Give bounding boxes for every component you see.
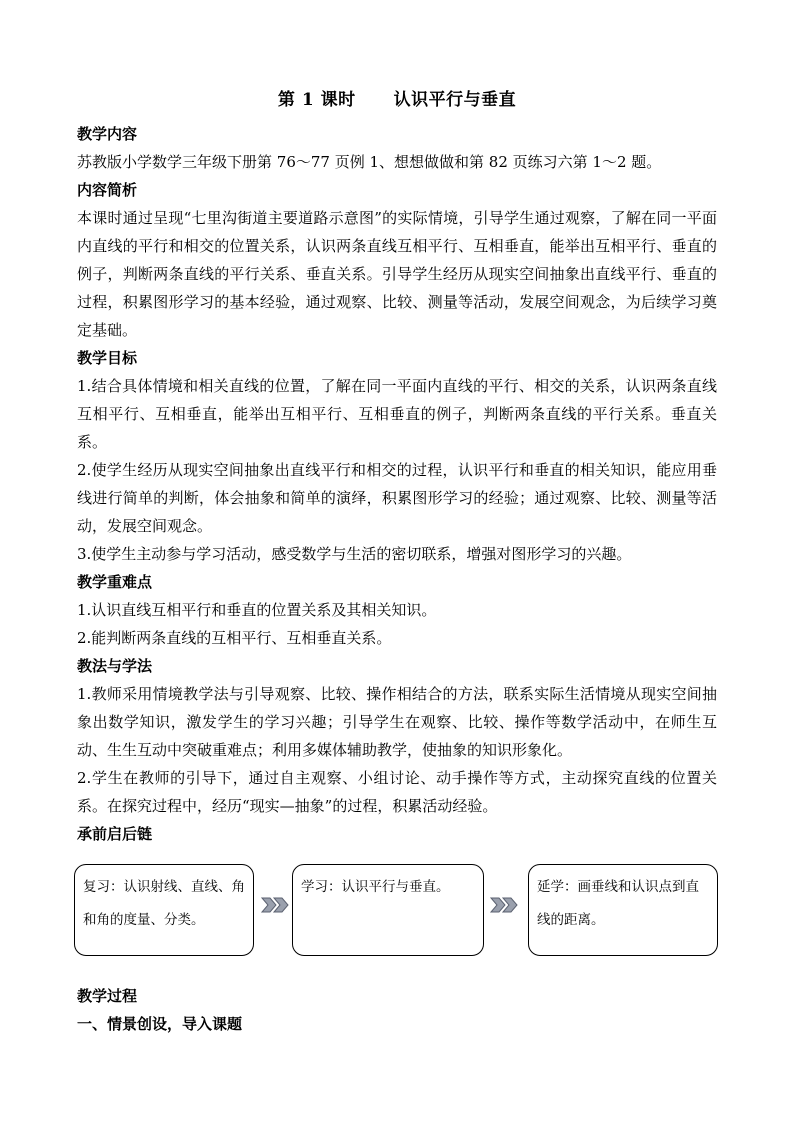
goal-item: 1.结合具体情境和相关直线的位置，了解在同一平面内直线的平行、相交的关系，认识两条直线互相平行、互相垂直，能举出互相平行、互相垂直的例子，判断两条直线的平行关系。垂直关系。 [77,377,717,451]
lesson-number: 第 1 课时 [277,90,356,110]
section-heading-summary: 内容简析 [77,181,138,199]
step-heading: 一、情景创设，导入课题 [77,1015,243,1033]
page-title [0,85,794,110]
method-item: 1.教师采用情境教学法与引导观察、比较、操作相结合的方法，联系实际生活情境从现实空间抽象出数学知识，激发学生的学习兴趣；引导学生在观察、比较、操作等数学活动中，在师生互动、生生互动中突破重难点；利用多媒体辅助教学，使抽象的知识形象化。 [77,685,717,759]
chain-box-extend: 延学：画垂线和认识点到直线的距离。 [528,864,718,956]
section-heading-chain: 承前启后链 [77,825,153,843]
chain-box-learn: 学习：认识平行与垂直。 [292,864,484,956]
content-text: 苏教版小学数学三年级下册第 76～77 页例 1、想想做做和第 82 页练习六第 1～2 题。 [77,153,662,171]
double-chevron-icon [260,895,290,915]
summary-text: 本课时通过呈现“七里沟街道主要道路示意图”的实际情境，引导学生通过观察，了解在同一平面内直线的平行和相交的位置关系，认识两条直线互相平行、互相垂直，能举出互相平行、垂直的例子，判断两条直线的平行关系、垂直关系。引导学生经历从现实空间抽象出直线平行、垂直的过程，积累图形学习的基本经验，通过观察、比较、测量等活动，发展空间观念，为后续学习奠定基础。 [77,209,717,339]
section-heading-methods: 教法与学法 [77,657,153,675]
document-body [77,120,717,1038]
section-heading-goals: 教学目标 [77,349,138,367]
learning-chain [77,854,717,964]
key-item: 2.能判断两条直线的互相平行、互相垂直关系。 [77,629,392,647]
section-heading-keys: 教学重难点 [77,573,153,591]
section-heading-process: 教学过程 [77,987,138,1005]
lesson-topic: 认识平行与垂直 [393,90,517,110]
section-heading-content: 教学内容 [77,125,138,143]
key-item: 1.认识直线互相平行和垂直的位置关系及其相关知识。 [77,601,437,619]
double-chevron-icon [489,895,519,915]
method-item: 2.学生在教师的引导下，通过自主观察、小组讨论、动手操作等方式，主动探究直线的位置关系。在探究过程中，经历“现实—抽象”的过程，积累活动经验。 [77,769,717,815]
goal-item: 3.使学生主动参与学习活动，感受数学与生活的密切联系，增强对图形学习的兴趣。 [77,545,632,563]
goal-item: 2.使学生经历从现实空间抽象出直线平行和相交的过程，认识平行和垂直的相关知识，能应用垂线进行简单的判断，体会抽象和简单的演绎，积累图形学习的经验；通过观察、比较、测量等活动，发展空间观念。 [77,461,717,535]
chain-box-review: 复习：认识射线、直线、角和角的度量、分类。 [74,864,254,956]
